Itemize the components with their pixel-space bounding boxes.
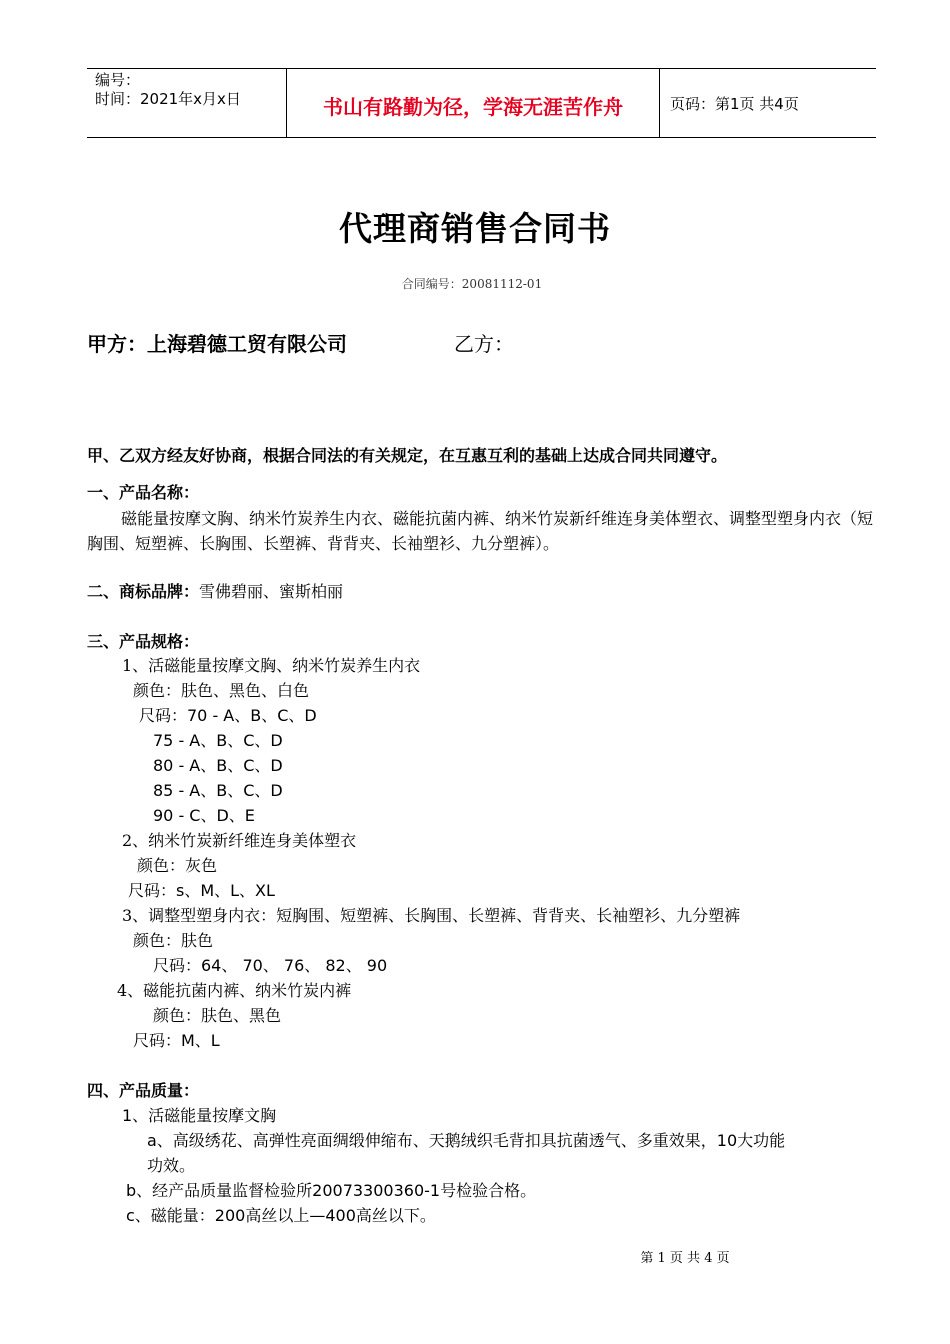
party-b: 乙方： xyxy=(454,332,514,356)
spec-item-2: 2、纳米竹炭新纤维连身美体塑衣 xyxy=(122,831,357,850)
document-number-label: 编号： xyxy=(95,71,141,89)
quality-item-1: 1、活磁能量按摩文胸 xyxy=(122,1106,277,1125)
spec-item-1-size-75: 75 - A、B、C、D xyxy=(153,731,283,750)
spec-item-3-size: 尺码：64、 70、 76、 82、 90 xyxy=(153,956,388,975)
section-2-text: 雪佛碧丽、蜜斯柏丽 xyxy=(199,582,344,601)
page-header xyxy=(87,68,876,138)
parties-line xyxy=(87,328,514,357)
section-2-line xyxy=(87,582,343,602)
footer-page-number: 第 1 页 共 4 页 xyxy=(640,1251,730,1266)
spec-item-1-size: 尺码：70 - A、B、C、D xyxy=(139,706,317,725)
spec-item-3: 3、调整型塑身内衣：短胸围、短塑裤、长胸围、长塑裤、背背夹、长袖塑衫、九分塑裤 xyxy=(122,906,741,925)
header-page-info: 页码：第1页 共4页 xyxy=(670,94,799,113)
document-title: 代理商销售合同书 xyxy=(339,209,611,248)
quality-item-a-cont: 功效。 xyxy=(147,1156,196,1175)
page-footer xyxy=(0,1247,950,1266)
spec-item-4-color: 颜色：肤色、黑色 xyxy=(153,1006,282,1025)
spec-item-1: 1、活磁能量按摩文胸、纳米竹炭养生内衣 xyxy=(122,656,421,675)
section-3-heading: 三、产品规格： xyxy=(87,632,200,651)
spec-item-1-size-90: 90 - C、D、E xyxy=(153,806,255,825)
spec-item-1-color: 颜色：肤色、黑色、白色 xyxy=(133,681,310,700)
spec-item-2-size: 尺码：s、M、L、XL xyxy=(128,881,275,900)
intro-paragraph: 甲、乙双方经友好协商，根据合同法的有关规定，在互惠互利的基础上达成合同共同遵守。 xyxy=(87,446,728,465)
spec-item-1-size-80: 80 - A、B、C、D xyxy=(153,756,283,775)
section-2-heading: 二、商标品牌： xyxy=(87,582,200,601)
header-motto: 书山有路勤为径，学海无涯苦作舟 xyxy=(287,69,660,137)
quality-item-c: c、磁能量：200高丝以上—400高丝以下。 xyxy=(126,1206,436,1225)
spec-item-3-color: 颜色：肤色 xyxy=(133,931,214,950)
section-4-heading: 四、产品质量： xyxy=(87,1081,200,1100)
section-1-heading: 一、产品名称： xyxy=(87,483,200,502)
spec-item-1-size-85: 85 - A、B、C、D xyxy=(153,781,283,800)
header-meta xyxy=(87,69,287,137)
quality-item-b: b、经产品质量监督检验所20073300360-1号检验合格。 xyxy=(126,1181,537,1200)
quality-item-a: a、高级绣花、高弹性亮面绸缎伸缩布、天鹅绒织毛背扣具抗菌透气、多重效果，10大功能 xyxy=(147,1131,786,1150)
party-a: 甲方：上海碧德工贸有限公司 xyxy=(87,332,347,356)
spec-item-4-size: 尺码：M、L xyxy=(133,1031,220,1050)
spec-item-4: 4、磁能抗菌内裤、纳米竹炭内裤 xyxy=(117,981,352,1000)
document-time: 时间：2021年x月x日 xyxy=(95,90,241,108)
spec-item-2-color: 颜色：灰色 xyxy=(137,856,218,875)
contract-number: 合同编号：20081112-01 xyxy=(401,277,543,291)
section-1-text: 磁能量按摩文胸、纳米竹炭养生内衣、磁能抗菌内裤、纳米竹炭新纤维连身美体塑衣、调整型塑身内衣（短胸围、短塑裤、长胸围、长塑裤、背背夹、长袖塑衫、九分塑裤）。 xyxy=(87,509,874,553)
